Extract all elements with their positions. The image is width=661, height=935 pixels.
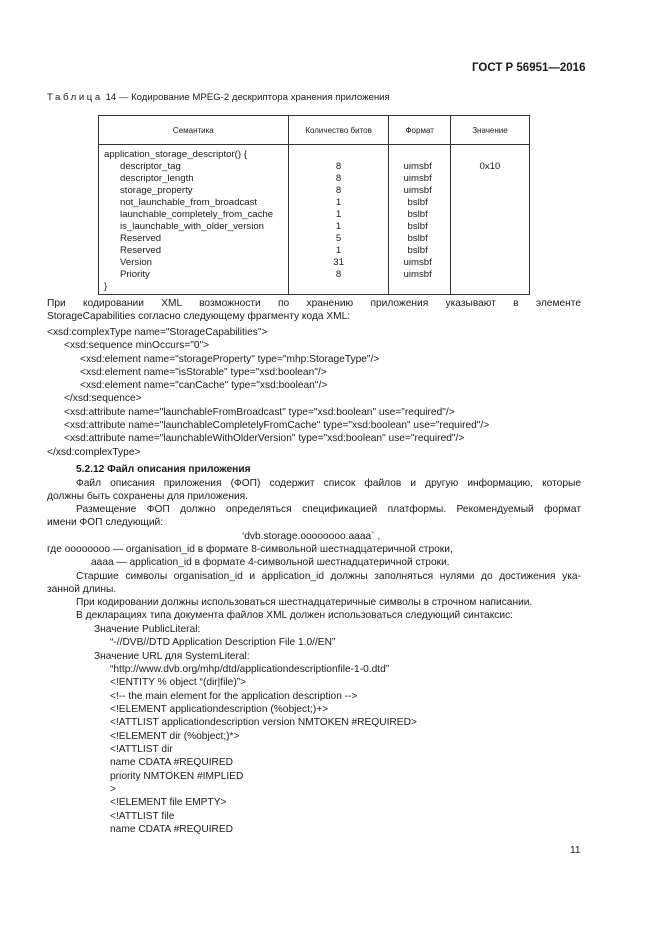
dtd-line: > [110, 784, 116, 795]
table-cell: uimsbf [403, 161, 432, 172]
system-literal-label: Значение URL для SystemLiteral: [94, 651, 250, 662]
table-body-row [99, 145, 530, 295]
table-header-row [99, 116, 530, 145]
table-cell: storage_property [120, 185, 193, 196]
table-cell: 1 [335, 245, 342, 256]
xml-code-line: <xsd:attribute name="launchableFromBroadcast" type="xsd:boolean" use="required"/> [64, 407, 455, 418]
xml-code-line: <xsd:complexType name="StorageCapabilities"> [47, 327, 268, 338]
table-cell [389, 281, 449, 293]
table-cell [451, 281, 529, 293]
table-cell [451, 197, 529, 209]
xml-code-line: <xsd:attribute name="launchableWithOlderVersion" type="xsd:boolean" use="required"/> [64, 433, 465, 444]
table-cell: uimsbf [403, 269, 432, 280]
table-cell: Reserved [120, 245, 162, 256]
table-cell: launchable_completely_from_cache [120, 209, 274, 220]
public-literal-label: Значение PublicLiteral: [94, 624, 201, 635]
table-cell: 1 [335, 221, 342, 232]
table-cell [389, 149, 449, 161]
value-column [450, 145, 529, 295]
semantics-column [99, 145, 289, 295]
dtd-line: “http://www.dvb.org/mhp/dtd/applicationdescriptionfile-1-0.dtd” [110, 664, 390, 675]
table-cell: 5 [335, 233, 342, 244]
table-cell: } [104, 281, 108, 292]
table-cell: bslbf [407, 197, 428, 208]
paragraph-hex-lowercase: При кодировании должны использоваться шестнадцатеричные символы в строчном написании. [76, 597, 533, 608]
table-cell: 0x10 [479, 161, 501, 172]
paragraph-doctype-syntax: В декларациях типа документа файлов XML должен использоваться следующий синтаксис: [76, 610, 513, 621]
dtd-line: <!ATTLIST applicationdescription version NMTOKEN #REQUIRED> [110, 717, 417, 728]
dtd-line: <!-- the main element for the application description --> [110, 691, 358, 702]
table-cell [451, 233, 529, 245]
table-cell: descriptor_length [120, 173, 194, 184]
table-caption [47, 92, 390, 103]
table-cell [451, 209, 529, 221]
table-cell: descriptor_tag [120, 161, 181, 172]
table-cell [451, 173, 529, 185]
header-semantics: Семантика [99, 116, 289, 145]
dtd-line: name CDATA #REQUIRED [110, 757, 234, 768]
table-cell: 8 [335, 269, 342, 280]
table-cell [451, 245, 529, 257]
dtd-line: name CDATA #REQUIRED [110, 824, 234, 835]
table-cell: 1 [335, 197, 342, 208]
descriptor-table [98, 115, 530, 295]
filename-format: ‘dvb.storage.oooooooo.aaaa` , [242, 531, 381, 542]
table-caption-title: 14 — Кодирование MPEG-2 дескриптора хранения приложения [102, 92, 390, 103]
header-value: Значение [450, 116, 529, 145]
paragraph-fop-line2: должны быть сохранены для приложения. [47, 491, 249, 502]
dtd-line: <!ELEMENT applicationdescription (%object;)+> [110, 704, 329, 715]
paragraph-zero-fill-line1: Старшие символы organisation_id и application_id должны заполняться нулями до достижения ука- [76, 571, 581, 582]
xml-code-line: <xsd:element name="storageProperty" type="mhp:StorageType"/> [80, 354, 380, 365]
table-cell [451, 185, 529, 197]
format-column [389, 145, 450, 295]
table-cell: application_storage_descriptor() { [104, 149, 247, 160]
table-cell [451, 257, 529, 269]
table-cell: not_launchable_from_broadcast [120, 197, 258, 208]
where-line-1: где oooooooo — organisation_id в формате 8-символьной шестнадцатеричной строки, [47, 544, 453, 555]
table-caption-label: Таблица [47, 92, 103, 103]
table-cell: Version [120, 257, 152, 268]
xml-code-line: <xsd:sequence minOccurs="0"> [64, 340, 210, 351]
dtd-line: <!ENTITY % object “(dir|file)”> [110, 677, 247, 688]
paragraph-xml-intro-line1: При кодировании XML возможности по хранению приложения указывают в элементе [47, 298, 581, 309]
paragraph-xml-intro-line2: StorageCapabilities согласно следующему фрагменту кода XML: [47, 311, 351, 322]
table-cell: 8 [335, 161, 342, 172]
table-cell: uimsbf [403, 173, 432, 184]
dtd-line: <!ATTLIST dir [110, 744, 173, 755]
section-title: 5.2.12 Файл описания приложения [76, 464, 251, 475]
paragraph-placement-line1: Размещение ФОП должно определяться спецификацией платформы. Рекомендуемый формат [76, 504, 581, 515]
table-cell: uimsbf [403, 185, 432, 196]
dtd-line: <!ELEMENT file EMPTY> [110, 797, 227, 808]
standard-number: ГОСТ Р 56951—2016 [472, 62, 586, 74]
table-cell [289, 149, 389, 161]
xml-code-line: </xsd:sequence> [64, 393, 142, 404]
table-cell: Reserved [120, 233, 162, 244]
table-cell: 8 [335, 173, 342, 184]
table-cell: is_launchable_with_older_version [120, 221, 264, 232]
table-cell: uimsbf [403, 257, 432, 268]
xml-code-line: <xsd:attribute name="launchableCompletelyFromCache" type="xsd:boolean" use="required"/> [64, 420, 490, 431]
bits-column [288, 145, 389, 295]
table-cell [451, 221, 529, 233]
table-cell [289, 281, 389, 293]
paragraph-fop-line1: Файл описания приложения (ФОП) содержит список файлов и другую информацию, которые [76, 478, 581, 489]
page-number: 11 [570, 845, 581, 856]
header-bits: Количество битов [288, 116, 389, 145]
dtd-line: <!ATTLIST file [110, 811, 175, 822]
xml-code-line: <xsd:element name="isStorable" type="xsd:boolean"/> [80, 367, 327, 378]
xml-code-line: <xsd:element name="canCache" type="xsd:boolean"/> [80, 380, 328, 391]
table-cell [451, 149, 529, 161]
public-literal-value: “-//DVB//DTD Application Description File 1.0//EN” [110, 637, 336, 648]
header-format: Формат [389, 116, 450, 145]
table-cell: bslbf [407, 209, 428, 220]
table-cell: 1 [335, 209, 342, 220]
table-cell: bslbf [407, 245, 428, 256]
xml-code-line: </xsd:complexType> [47, 447, 141, 458]
dtd-line: <!ELEMENT dir (%object;)*> [110, 731, 240, 742]
table-cell: 31 [333, 257, 344, 268]
table-cell: bslbf [407, 233, 428, 244]
paragraph-zero-fill-line2: занной длины. [47, 584, 117, 595]
dtd-line: priority NMTOKEN #IMPLIED [110, 771, 244, 782]
where-line-2: aaaa — application_id в формате 4-символьной шестнадцатеричной строки. [91, 557, 450, 568]
table-cell [451, 269, 529, 281]
table-cell: 8 [335, 185, 342, 196]
table-cell: Priority [120, 269, 150, 280]
paragraph-placement-line2: имени ФОП следующий: [47, 517, 164, 528]
table-cell: bslbf [407, 221, 428, 232]
